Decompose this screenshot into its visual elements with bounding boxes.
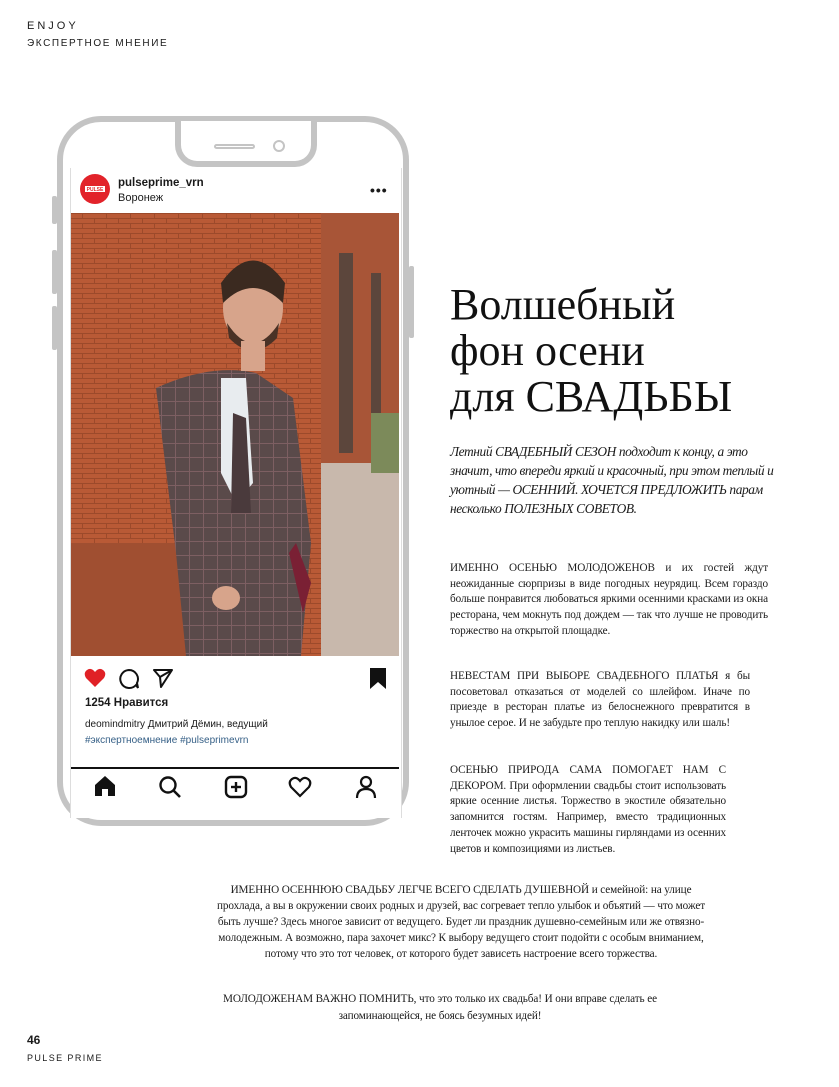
section-label: ENJOY [27,20,79,32]
phone-side-button [52,306,57,350]
post-location[interactable]: Воронеж [118,192,164,204]
post-caption [85,719,268,730]
page-number: 46 [27,1033,41,1047]
magazine-name: PULSE PRIME [27,1053,103,1063]
avatar[interactable] [80,174,110,204]
post-username[interactable]: pulseprime_vrn [118,177,204,189]
likes-count[interactable]: 1254 Нравится [85,697,169,709]
more-options-icon[interactable]: ••• [370,182,388,198]
home-icon[interactable] [93,775,117,797]
title-line: фон осени [450,326,645,375]
bottom-nav-divider [71,767,399,769]
phone-side-button [52,250,57,294]
heart-icon[interactable] [84,668,106,688]
title-line: для СВАДЬБЫ [450,372,733,421]
search-icon[interactable] [158,775,182,799]
rubric-label: ЭКСПЕРТНОЕ МНЕНИЕ [27,38,169,49]
phone-side-button [409,266,414,338]
phone-side-button [52,196,57,224]
bookmark-icon[interactable] [369,667,387,690]
article-paragraph: ОСЕНЬЮ ПРИРОДА САМА ПОМОГАЕТ НАМ С ДЕКОРОМ. При оформлении свадьбы стоит использовать яркие осенние листья. Торжество в экостиле обязательно запомнится гостям. Например, вместо традиционных ленточек можно украсить машины гирляндами из осенних цветов и композициями из листьев. [450,764,726,855]
pulse-logo-icon [80,174,110,204]
phone-speaker [214,144,255,149]
add-post-icon[interactable] [224,775,248,799]
photo-illustration [71,213,399,656]
article-title [450,282,830,420]
article-lead: Летний СВАДЕБНЫЙ СЕЗОН подходит к концу, а это значит, что впереди яркий и красочный, при этом теплый и уютный — ОСЕННИЙ. ХОЧЕТСЯ ПРЕДЛОЖИТЬ парам несколько ПОЛЕЗНЫХ СОВЕТОВ. [450,444,774,516]
comment-icon[interactable] [118,668,140,690]
article-paragraph: НЕВЕСТАМ ПРИ ВЫБОРЕ СВАДЕБНОГО ПЛАТЬЯ я бы посоветовал отказаться от моделей со шлейфом. Иначе по приезде в ресторан платье из белоснежного превратится в унылое серое. И не забудьте про теплую накидку или шаль! [450,670,750,730]
post-photo[interactable] [71,213,399,656]
caption-text: Дмитрий Дёмин, ведущий [145,719,268,730]
activity-heart-icon[interactable] [288,776,312,798]
article-paragraph: ИМЕННО ОСЕНЬЮ МОЛОДОЖЕНОВ и их гостей ждут неожиданные сюрпризы в виде погодных неурядиц. Всем гораздо больше понравится любоваться яркими осенними красками из окна ресторана, чем мокнуть под дождем — так что лучше не проводить торжество на открытой площадке. [450,562,768,637]
send-icon[interactable] [152,668,174,688]
article-paragraph: МОЛОДОЖЕНАМ ВАЖНО ПОМНИТЬ, что это только их свадьба! И они вправе сделать ее запоминающейся, не боясь безумных идей! [223,993,657,1022]
caption-username[interactable]: deomindmitry [85,719,146,730]
avatar-logo-text: PULSE [86,187,104,193]
article-paragraph: ИМЕННО ОСЕННЮЮ СВАДЬБУ ЛЕГЧЕ ВСЕГО СДЕЛАТЬ ДУШЕВНОЙ и семейной: на улице прохлада, а вы в окружении своих родных и друзей, вас согревает тепло улыбок и объятий — что может быть лучше? Здесь многое зависит от ведущего. Будет ли праздник душевно-семейным или же отвязно-молодежным. А возможно, пара захочет микс? К выбору ведущего стоит подойти с особым вниманием, потому что это тот человек, от которого будет зависеть настроение всего торжества. [216,884,706,961]
phone-camera [273,140,285,152]
profile-icon[interactable] [355,775,377,799]
post-hashtags[interactable]: #экспертноемнение #pulseprimevrn [85,735,249,746]
title-line: Волшебный [450,280,676,329]
